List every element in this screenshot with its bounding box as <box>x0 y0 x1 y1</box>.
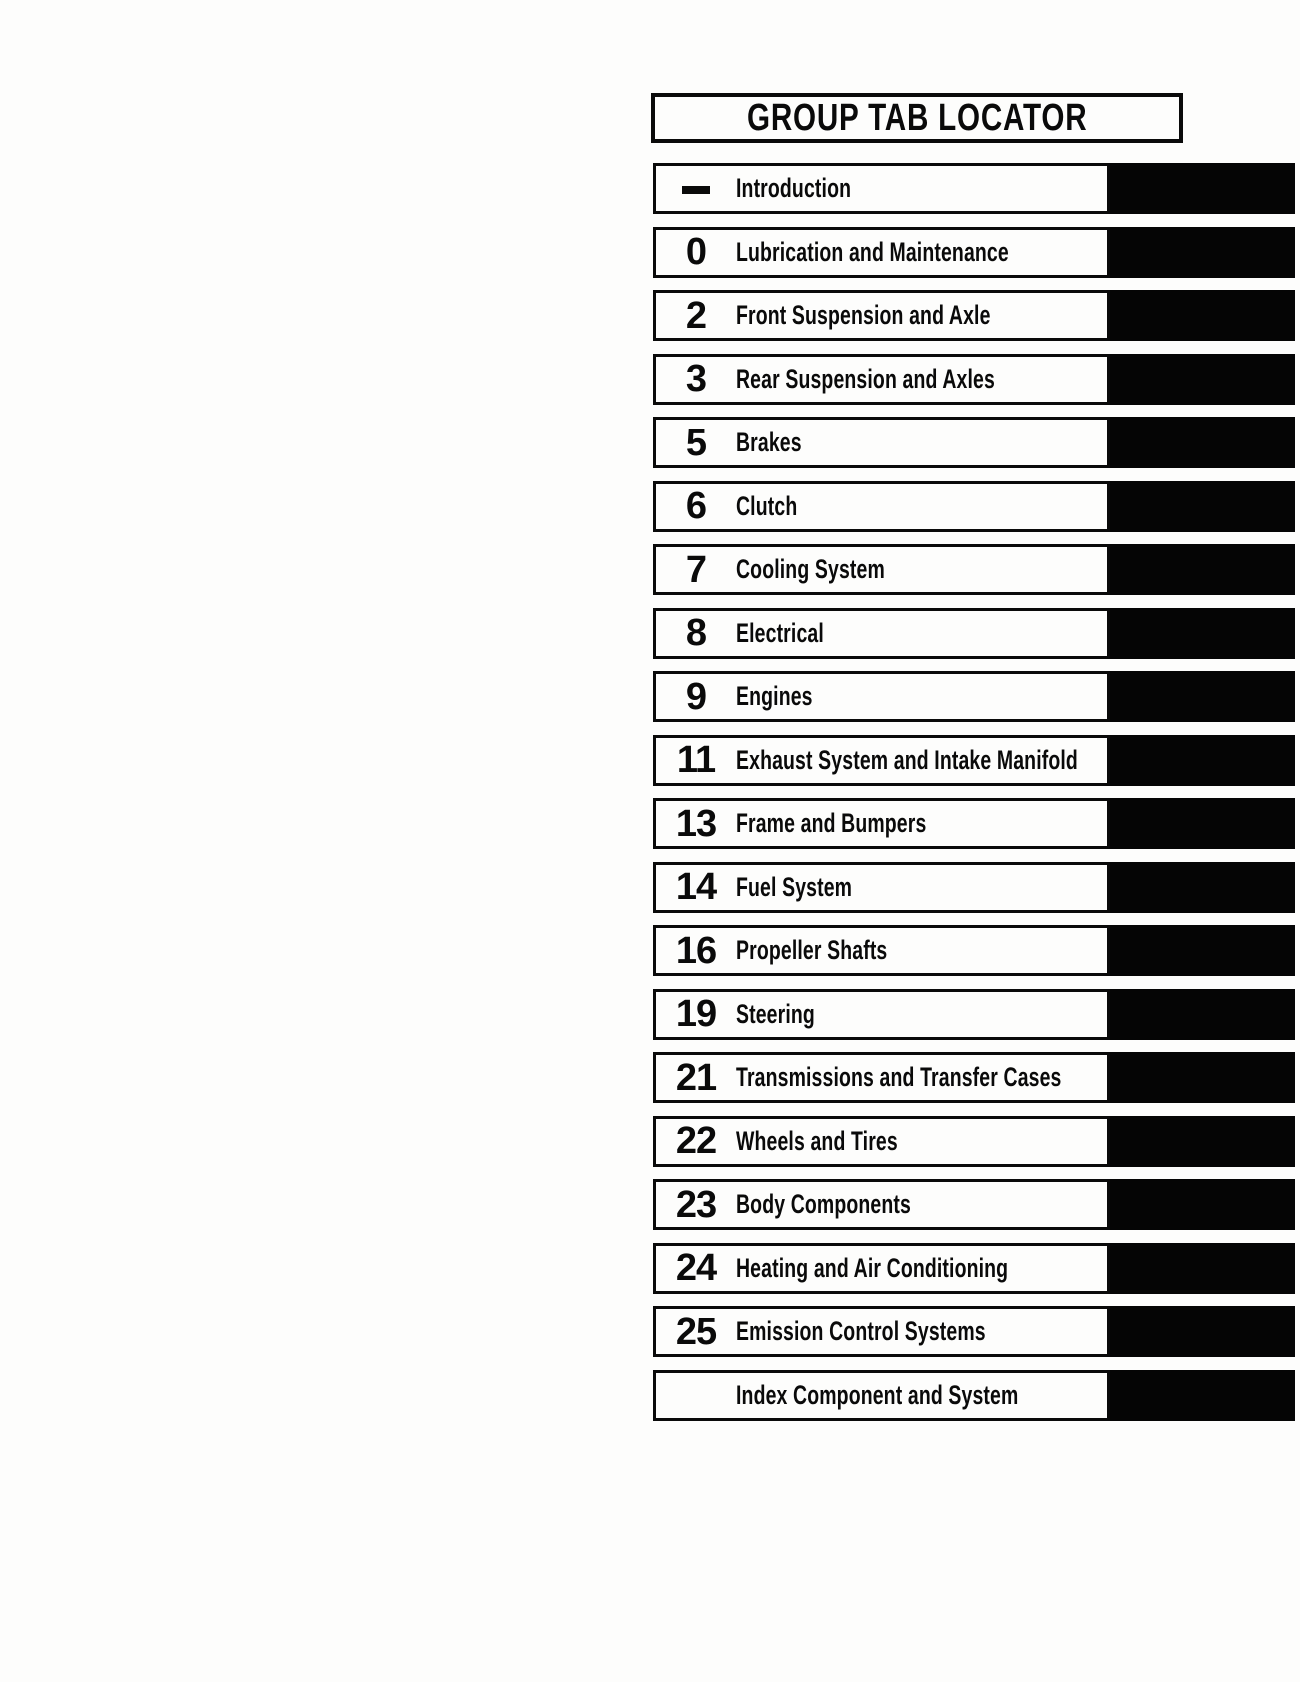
group-label: Clutch <box>736 490 798 521</box>
group-label: Cooling System <box>736 554 885 584</box>
group-number: 25 <box>675 1310 717 1353</box>
tab-row <box>653 227 1295 278</box>
group-number: 2 <box>685 294 707 337</box>
tab-marker <box>1110 925 1295 976</box>
group-box <box>653 544 1110 595</box>
tab-row <box>653 1052 1295 1103</box>
group-box <box>653 1306 1110 1357</box>
tab-row <box>653 1179 1295 1230</box>
tab-row <box>653 417 1295 468</box>
page-title: GROUP TAB LOCATOR <box>746 96 1088 139</box>
group-box <box>653 354 1110 405</box>
group-box <box>653 290 1110 341</box>
tab-row <box>653 290 1295 341</box>
tab-marker <box>1110 735 1295 786</box>
group-label: Body Components <box>736 1189 911 1219</box>
group-box <box>653 1116 1110 1167</box>
group-box <box>653 925 1110 976</box>
group-number: 13 <box>675 802 717 845</box>
group-label: Electrical <box>736 617 824 648</box>
tab-marker <box>1110 544 1295 595</box>
group-label: Brakes <box>736 427 802 457</box>
group-label: Lubrication and Maintenance <box>736 236 1009 267</box>
tab-marker <box>1110 1179 1295 1230</box>
group-number: 8 <box>685 612 707 654</box>
tab-row <box>653 608 1295 659</box>
tab-marker <box>1110 1370 1295 1421</box>
group-number: 11 <box>676 739 716 781</box>
tab-marker <box>1110 1243 1295 1294</box>
tab-marker <box>1110 1116 1295 1167</box>
group-tab-locator-header <box>651 93 1183 143</box>
group-number: 0 <box>685 231 707 273</box>
group-number: 3 <box>685 358 707 400</box>
group-number: 16 <box>675 929 717 972</box>
tab-row <box>653 354 1295 405</box>
group-box <box>653 1179 1110 1230</box>
tab-marker <box>1110 354 1295 405</box>
group-number: 24 <box>675 1247 717 1289</box>
tab-row <box>653 1370 1295 1421</box>
group-number: 7 <box>685 548 707 591</box>
group-number: 9 <box>685 675 707 718</box>
dash-icon <box>682 186 710 194</box>
tab-marker <box>1110 163 1295 214</box>
group-label: Steering <box>736 998 815 1029</box>
group-label: Propeller Shafts <box>736 935 888 965</box>
group-box <box>653 608 1110 659</box>
group-box <box>653 1052 1110 1103</box>
group-label: Introduction <box>736 173 852 203</box>
group-box <box>653 798 1110 849</box>
tab-marker <box>1110 989 1295 1040</box>
group-label: Front Suspension and Axle <box>736 300 991 330</box>
tab-row <box>653 862 1295 913</box>
tab-row <box>653 1243 1295 1294</box>
tab-row <box>653 481 1295 532</box>
group-label: Fuel System <box>736 871 853 902</box>
tab-marker <box>1110 671 1295 722</box>
tab-row <box>653 671 1295 722</box>
group-box <box>653 1370 1110 1421</box>
tab-marker <box>1110 608 1295 659</box>
group-label: Transmissions and Transfer Cases <box>736 1062 1062 1092</box>
group-label: Index Component and System <box>736 1379 1019 1410</box>
group-box <box>653 989 1110 1040</box>
tab-marker <box>1110 1052 1295 1103</box>
group-number: 6 <box>685 485 707 527</box>
group-box <box>653 163 1110 214</box>
group-label: Emission Control Systems <box>736 1316 986 1346</box>
group-label: Exhaust System and Intake Manifold <box>736 744 1078 775</box>
tab-marker <box>1110 798 1295 849</box>
group-box <box>653 417 1110 468</box>
group-box <box>653 481 1110 532</box>
group-box <box>653 227 1110 278</box>
group-number <box>656 170 736 208</box>
tab-row <box>653 1116 1295 1167</box>
tab-marker <box>1110 290 1295 341</box>
tab-rows <box>653 163 1295 1421</box>
tab-row <box>653 989 1295 1040</box>
group-box <box>653 735 1110 786</box>
group-number: 14 <box>675 866 717 908</box>
group-label: Frame and Bumpers <box>736 808 927 838</box>
tab-row <box>653 925 1295 976</box>
group-label: Engines <box>736 681 813 711</box>
tab-marker <box>1110 1306 1295 1357</box>
group-box <box>653 1243 1110 1294</box>
tab-marker <box>1110 417 1295 468</box>
tab-row <box>653 735 1295 786</box>
group-label: Heating and Air Conditioning <box>736 1252 1009 1283</box>
tab-marker <box>1110 227 1295 278</box>
tab-row <box>653 1306 1295 1357</box>
tab-marker <box>1110 862 1295 913</box>
group-number: 5 <box>685 421 707 464</box>
group-number: 23 <box>675 1183 717 1226</box>
group-label: Wheels and Tires <box>736 1125 898 1156</box>
group-number: 19 <box>675 993 717 1035</box>
group-box <box>653 862 1110 913</box>
tab-row <box>653 544 1295 595</box>
group-box <box>653 671 1110 722</box>
tab-marker <box>1110 481 1295 532</box>
tab-row <box>653 798 1295 849</box>
group-number: 21 <box>675 1056 717 1099</box>
group-label: Rear Suspension and Axles <box>736 363 995 394</box>
tab-row <box>653 163 1295 214</box>
group-number: 22 <box>675 1120 717 1162</box>
